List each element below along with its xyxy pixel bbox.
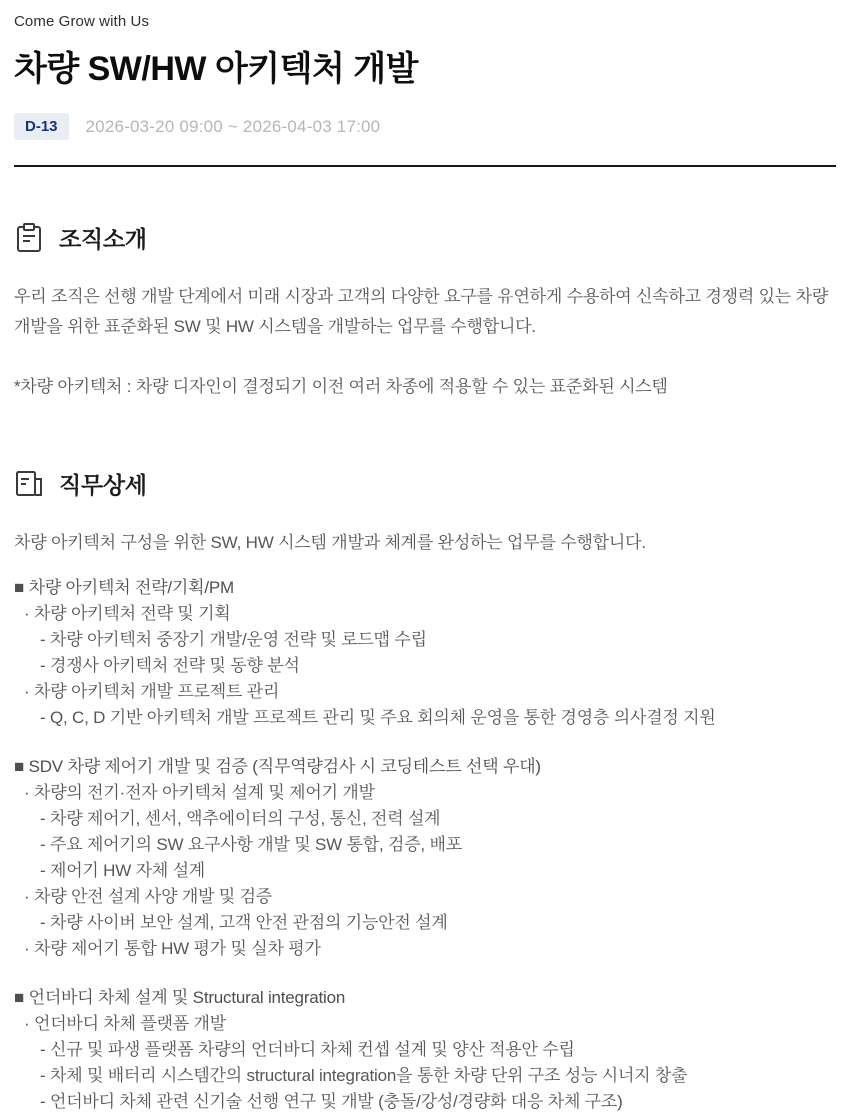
detail-group-sdv (14, 754, 836, 962)
detail-line: · 차량 아키텍처 전략 및 기획 (24, 604, 231, 623)
section-job-detail (14, 467, 836, 1115)
detail-line: - 제어기 HW 자체 설계 (40, 861, 206, 880)
section-organization (14, 221, 836, 402)
detail-line: - 언더바디 차체 관련 신기술 선행 연구 및 개발 (충돌/강성/경량화 대응 차체 구조) (40, 1092, 623, 1111)
detail-line: · 차량 아키텍처 개발 프로젝트 관리 (24, 682, 280, 701)
job-section-title: 직무상세 (59, 472, 147, 498)
page-title: 차량 SW/HW 아키텍처 개발 (14, 50, 418, 88)
detail-line: - 차량 사이버 보안 설계, 고객 안전 관점의 기능안전 설계 (40, 913, 448, 932)
job-detail-list (14, 575, 836, 1115)
organization-section-title: 조직소개 (59, 226, 147, 252)
section-divider (14, 165, 836, 167)
recruitment-period: 2026-03-20 09:00 ~ 2026-04-03 17:00 (85, 116, 381, 136)
detail-line: - 경쟁사 아키텍처 전략 및 동향 분석 (40, 656, 300, 675)
detail-line: - Q, C, D 기반 아키텍처 개발 프로젝트 관리 및 주요 회의체 운영을 통한 경영층 의사결정 지원 (40, 708, 716, 727)
organization-section-header (14, 221, 836, 254)
eyebrow-text: Come Grow with Us (14, 13, 150, 30)
detail-line: · 언더바디 차체 플랫폼 개발 (24, 1014, 226, 1033)
detail-line: - 주요 제어기의 SW 요구사항 개발 및 SW 통합, 검증, 배포 (40, 835, 462, 854)
organization-footnote: *차량 아키텍처 : 차량 디자인이 결정되기 이전 여러 차종에 적용할 수 있는 표준화된 시스템 (14, 377, 668, 396)
detail-line: - 차량 제어기, 센서, 액추에이터의 구성, 통신, 전력 설계 (40, 809, 441, 828)
group-title: ■ SDV 차량 제어기 개발 및 검증 (직무역량검사 시 코딩테스트 선택 우대) (14, 757, 541, 776)
detail-group-strategy (14, 575, 836, 731)
clipboard-icon (14, 222, 44, 254)
detail-line: - 신규 및 파생 플랫폼 차량의 언더바디 차체 컨셉 설계 및 양산 적용안 수립 (40, 1040, 575, 1059)
document-icon (14, 468, 44, 500)
detail-group-underbody (14, 985, 836, 1115)
group-title: ■ 언더바디 차체 설계 및 Structural integration (14, 988, 346, 1007)
detail-line: - 차량 아키텍처 중장기 개발/운영 전략 및 로드맵 수립 (40, 630, 427, 649)
detail-line: · 차량의 전기·전자 아키텍처 설계 및 제어기 개발 (24, 783, 375, 802)
job-intro: 차량 아키텍처 구성을 위한 SW, HW 시스템 개발과 체계를 완성하는 업무를 수행합니다. (14, 533, 646, 552)
organization-description: 우리 조직은 선행 개발 단계에서 미래 시장과 고객의 다양한 요구를 유연하게 수용하여 신속하고 경쟁력 있는 차량 개발을 위한 표준화된 SW 및 HW 시스템을 개발하는 업무를 수행합니다. (14, 287, 829, 336)
group-title: ■ 차량 아키텍처 전략/기획/PM (14, 578, 235, 597)
job-section-header (14, 467, 836, 500)
detail-line: - 차체 및 배터리 시스템간의 structural integration을 통한 차량 단위 구조 성능 시너지 창출 (40, 1066, 688, 1085)
dday-badge: D-13 (14, 113, 69, 140)
meta-row (14, 113, 836, 140)
detail-line: · 차량 안전 설계 사양 개발 및 검증 (24, 887, 273, 906)
detail-line: · 차량 제어기 통합 HW 평가 및 실차 평가 (24, 939, 321, 958)
